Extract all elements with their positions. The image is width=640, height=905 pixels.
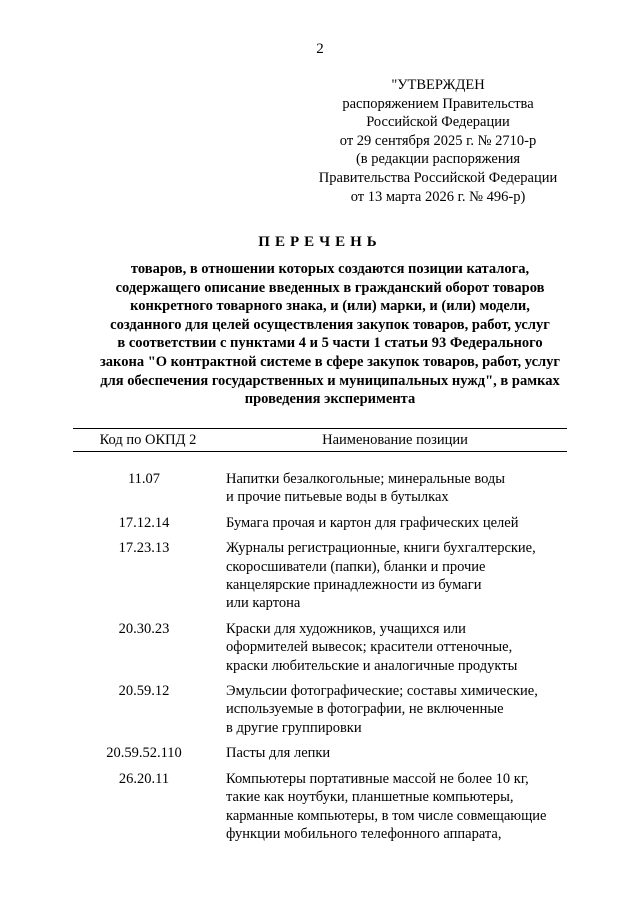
approval-line: распоряжением Правительства: [342, 95, 534, 112]
row-name-line: краски любительские и аналогичные продукты: [226, 657, 518, 674]
row-name-line: функции мобильного телефонного аппарата,: [226, 825, 502, 842]
row-name: [215, 620, 567, 675]
table-header: [73, 428, 567, 452]
row-code: 17.12.14: [118, 514, 170, 531]
row-code: 26.20.11: [118, 770, 170, 787]
okpd-table: [73, 428, 567, 850]
document-subtitle: [86, 260, 574, 409]
header-name: Наименование позиции: [322, 431, 468, 448]
approval-line: Российской Федерации: [366, 114, 510, 131]
row-code: 11.07: [127, 471, 161, 487]
table-body: [73, 470, 567, 843]
page-number: 2: [316, 41, 324, 57]
table-row: [73, 744, 567, 762]
row-name: [215, 514, 567, 532]
subtitle-line: закона "О контрактной системе в сфере закупок товаров, работ, услуг: [99, 353, 561, 370]
subtitle-line: для обеспечения государственных и муниципальных нужд", в рамках: [100, 372, 560, 389]
row-name-line: или картона: [226, 595, 301, 612]
header-code: Код по ОКПД 2: [99, 431, 197, 448]
subtitle-line: конкретного товарного знака, и (или) марки, и (или) модели,: [130, 298, 530, 315]
approval-line: "УТВЕРЖДЕН: [391, 77, 485, 93]
approval-line: Правительства Российской Федерации: [318, 169, 558, 186]
subtitle-line: содержащего описание введенных в гражданский оборот товаров: [115, 279, 545, 296]
row-name: [215, 682, 567, 737]
approval-line: от 29 сентября 2025 г. № 2710-р: [339, 132, 537, 149]
row-name-line: и прочие питьевые воды в бутылках: [226, 489, 449, 506]
row-code: 20.59.12: [118, 683, 170, 700]
subtitle-line: проведения эксперимента: [244, 391, 416, 408]
row-name-line: канцелярские принадлежности из бумаги: [226, 577, 482, 594]
row-name-line: карманные компьютеры, в том числе совмещающие: [226, 807, 547, 824]
row-name: [215, 470, 567, 507]
row-name: [215, 744, 567, 762]
row-name-line: используемые в фотографии, не включенные: [226, 701, 504, 718]
table-row: [73, 470, 567, 507]
row-name-line: Напитки безалкогольные; минеральные воды: [226, 471, 506, 487]
row-name-line: оформителей вывесок; красители оттеночные,: [226, 639, 513, 656]
row-name: [215, 770, 567, 844]
row-name: [215, 539, 567, 613]
row-name-line: Компьютеры портативные массой не более 10 кг,: [226, 770, 529, 787]
subtitle-line: в соответствии с пунктами 4 и 5 части 1 статьи 93 Федерального: [117, 335, 543, 352]
approval-line: от 13 марта 2026 г. № 496-р): [350, 188, 526, 205]
table-row: [73, 539, 567, 613]
row-name-line: Бумага прочая и картон для графических целей: [226, 514, 519, 531]
row-name-line: Пасты для лепки: [226, 745, 331, 762]
table-row: [73, 620, 567, 675]
table-row: [73, 514, 567, 532]
document-title: ПЕРЕЧЕНЬ: [258, 234, 382, 250]
table-row: [73, 682, 567, 737]
subtitle-line: созданного для целей осуществления закупок товаров, работ, услуг: [110, 316, 550, 333]
approval-line: (в редакции распоряжения: [355, 151, 521, 168]
row-name-line: Краски для художников, учащихся или: [226, 620, 466, 637]
row-name-line: такие как ноутбуки, планшетные компьютеры,: [226, 789, 514, 806]
row-name-line: скоросшиватели (папки), бланки и прочие: [226, 558, 486, 575]
subtitle-line: товаров, в отношении которых создаются позиции каталога,: [130, 261, 530, 277]
row-code: 17.23.13: [118, 540, 170, 557]
row-name-line: Эмульсии фотографические; составы химические,: [226, 683, 538, 700]
table-row: [73, 770, 567, 844]
row-name-line: в другие группировки: [226, 719, 362, 736]
row-code: 20.59.52.110: [106, 745, 182, 762]
approval-block: [300, 76, 576, 206]
row-code: 20.30.23: [118, 620, 170, 637]
row-name-line: Журналы регистрационные, книги бухгалтерские,: [226, 540, 536, 557]
